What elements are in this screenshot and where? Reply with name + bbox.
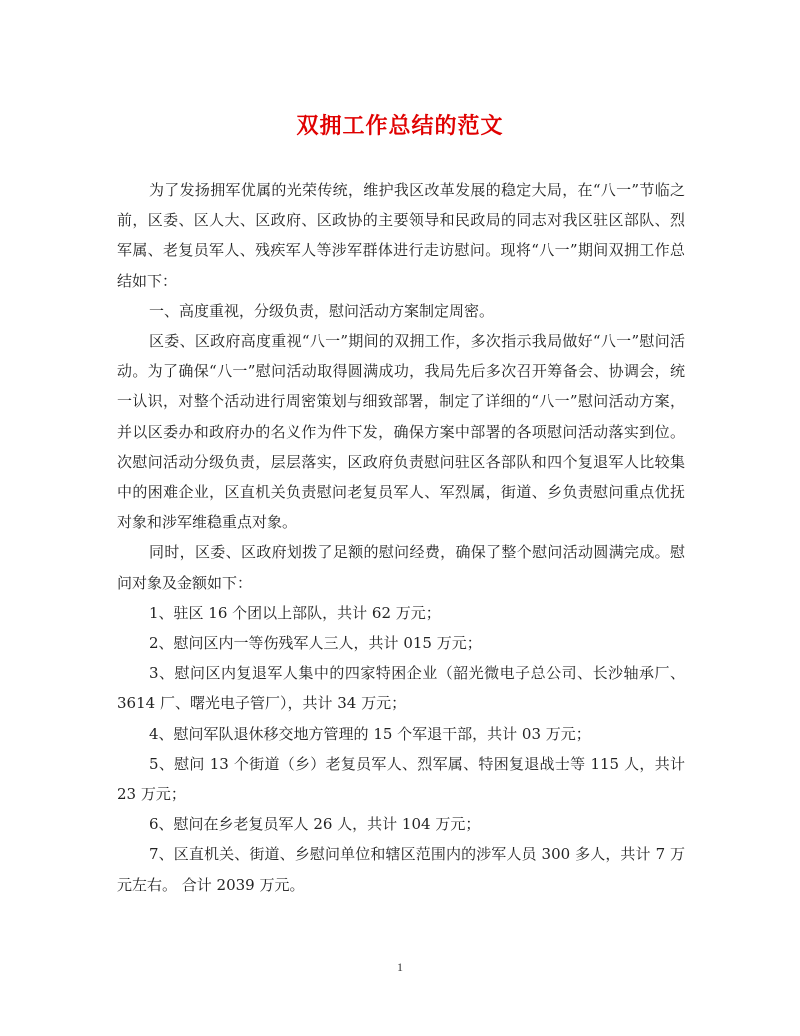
list-item-7: 7、区直机关、街道、乡慰问单位和辖区范围内的涉军人员 300 多人，共计 7 万元左右。 合计 2039 万元。 <box>117 845 685 894</box>
list-item-4: 4、慰问军队退休移交地方管理的 15 个军退干部，共计 03 万元； <box>149 724 591 743</box>
document-body <box>117 175 685 900</box>
list-item-2: 2、慰问区内一等伤残军人三人，共计 015 万元； <box>149 634 482 653</box>
paragraph-funding: 同时，区委、区政府划拨了足额的慰问经费，确保了整个慰问活动圆满完成。慰问对象及金额如下： <box>117 543 685 592</box>
list-item-5: 5、慰问 13 个街道（乡）老复员军人、烈军属、特困复退战士等 115 人，共计 23 万元； <box>117 754 685 804</box>
list-item-6: 6、慰问在乡老复员军人 26 人，共计 104 万元； <box>149 815 481 834</box>
list-item-3: 3、慰问区内复退军人集中的四家特困企业（韶光微电子总公司、长沙轴承厂、3614 厂、曙光电子管厂），共计 34 万元； <box>117 664 685 713</box>
page-number: 1 <box>397 960 403 974</box>
paragraph-heading-1: 一、高度重视，分级负责，慰问活动方案制定周密。 <box>149 301 495 320</box>
paragraph-arrangement: 区委、区政府高度重视“八一”期间的双拥工作，多次指示我局做好“八一”慰问活动。为了确保“八一”慰问活动取得圆满成功，我局先后多次召开筹备会、协调会，统一认识，对整个活动进行周密策划与细致部署，制定了详细的“八一”慰问活动方案，并以区委办和政府办的名义作为件下发，确保方案中部署的各项慰问活动落实到位。 次慰问活动分级负责，层层落实，区政府负责慰问驻区各部队和四个复退军人比较集中的困难企业，区直机关负责慰问老复员军人、军烈属，街道、乡负责慰问重点优抚对象和涉军维稳重点对象。 <box>117 332 685 532</box>
paragraph-intro: 为了发扬拥军优属的光荣传统，维护我区改革发展的稳定大局，在“八一”节临之前，区委、区人大、区政府、区政协的主要领导和民政局的同志对我区驻区部队、烈军属、老复员军人、残疾军人等涉军群体进行走访慰问。现将“八一”期间双拥工作总结如下： <box>117 181 685 290</box>
document-title: 双拥工作总结的范文 <box>296 113 504 139</box>
list-item-1: 1、驻区 16 个团以上部队，共计 62 万元； <box>149 603 441 622</box>
